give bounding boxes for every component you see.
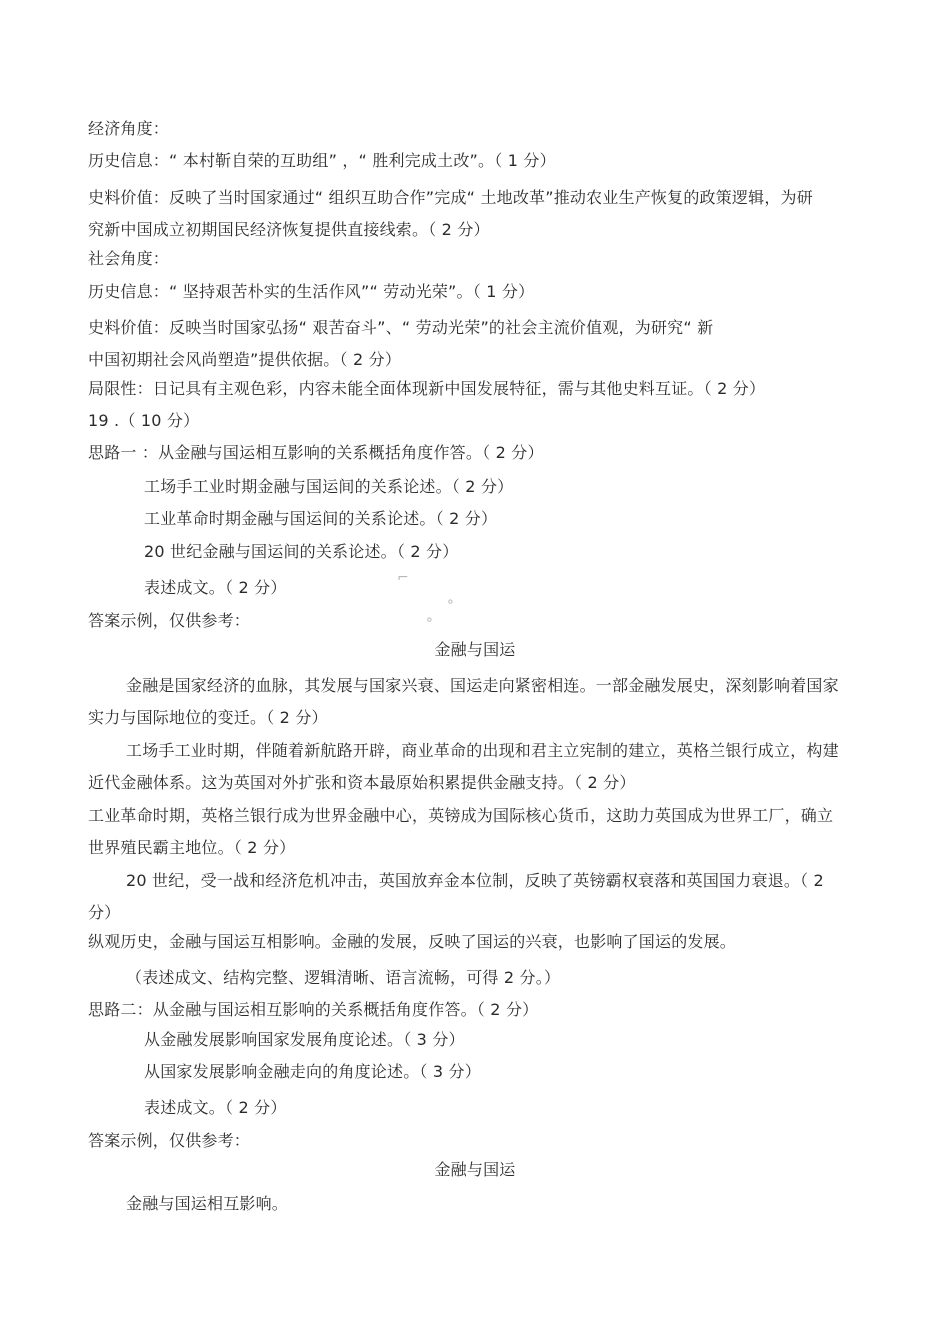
approach-one-point-c: 20 世纪金融与国运间的关系论述。（ 2 分） bbox=[144, 542, 459, 561]
approach-two-point-a: 从金融发展影响国家发展角度论述。（ 3 分） bbox=[144, 1030, 465, 1049]
essay-one-para3-line2: 世界殖民霸主地位。（ 2 分） bbox=[88, 838, 296, 857]
limitation-line: 局限性：日记具有主观色彩，内容未能全面体现新中国发展特征，需与其他史料互证。（ 2 分） bbox=[88, 379, 766, 398]
essay-one-para2-line1: 工场手工业时期，伴随着新航路开辟，商业革命的出现和君主立宪制的建立，英格兰银行成立，构建 bbox=[126, 741, 839, 760]
essay-one-para4-line2: 分） bbox=[88, 903, 121, 922]
approach-one-point-b: 工业革命时期金融与国运间的关系论述。（ 2 分） bbox=[144, 509, 498, 528]
essay-one-para1-line1: 金融是国家经济的血脉，其发展与国家兴衰、国运走向紧密相连。一部金融发展史，深刻影响着国家 bbox=[126, 676, 839, 695]
social-value-line2: 中国初期社会风尚塑造”提供依据。（ 2 分） bbox=[88, 350, 402, 369]
approach-one-point-a: 工场手工业时期金融与国运间的关系论述。（ 2 分） bbox=[144, 477, 514, 496]
approach-one-point-d: 表述成文。（ 2 分） bbox=[144, 578, 287, 597]
essay-one-para3-line1: 工业革命时期，英格兰银行成为世界金融中心，英镑成为国际核心货币，这助力英国成为世界工厂，确立 bbox=[88, 806, 834, 825]
essay-one-para1-line2: 实力与国际地位的变迁。（ 2 分） bbox=[88, 708, 328, 727]
question-19-heading: 19 .（ 10 分） bbox=[88, 411, 200, 430]
essay-one-para2-line2: 近代金融体系。这为英国对外扩张和资本最原始积累提供金融支持。（ 2 分） bbox=[88, 773, 636, 792]
answer-example-two-label: 答案示例，仅供参考： bbox=[88, 1131, 251, 1150]
economic-heading: 经济角度： bbox=[88, 119, 170, 138]
approach-two-heading: 思路二：从金融与国运相互影响的关系概括角度作答。（ 2 分） bbox=[88, 1000, 539, 1019]
social-value-line1: 史料价值：反映当时国家弘扬“ 艰苦奋斗”、“ 劳动光荣”的社会主流价值观，为研究“ 新 bbox=[88, 318, 714, 337]
scan-speck: ∘ bbox=[446, 594, 455, 610]
social-heading: 社会角度： bbox=[88, 249, 170, 268]
essay-one-scoring-note: （表述成文、结构完整、逻辑清晰、语言流畅，可得 2 分。） bbox=[126, 968, 561, 987]
approach-two-point-b: 从国家发展影响金融走向的角度论述。（ 3 分） bbox=[144, 1062, 481, 1081]
approach-one-heading: 思路一 ：从金融与国运相互影响的关系概括角度作答。（ 2 分） bbox=[88, 443, 544, 462]
essay-one-para4-line1: 20 世纪，受一战和经济危机冲击，英国放弃金本位制，反映了英镑霸权衰落和英国国力衰退。（ 2 bbox=[126, 871, 824, 890]
essay-one-title: 金融与国运 bbox=[434, 640, 516, 659]
social-info: 历史信息：“ 坚持艰苦朴实的生活作风”“ 劳动光荣”。（ 1 分） bbox=[88, 282, 535, 301]
essay-two-para1: 金融与国运相互影响。 bbox=[126, 1194, 289, 1213]
essay-one-conclusion: 纵观历史，金融与国运互相影响。金融的发展，反映了国运的兴衰，也影响了国运的发展。 bbox=[88, 932, 737, 951]
essay-two-title: 金融与国运 bbox=[434, 1160, 516, 1179]
scan-speck: ∘ bbox=[425, 612, 434, 628]
approach-two-point-c: 表述成文。（ 2 分） bbox=[144, 1098, 287, 1117]
economic-info: 历史信息：“ 本村靳自荣的互助组” ，“ 胜利完成土改”。（ 1 分） bbox=[88, 151, 556, 170]
economic-value-line2: 究新中国成立初期国民经济恢复提供直接线索。（ 2 分） bbox=[88, 220, 490, 239]
answer-example-one-label: 答案示例，仅供参考： bbox=[88, 611, 251, 630]
scan-speck: ⌐ bbox=[397, 570, 409, 586]
economic-value-line1: 史料价值：反映了当时国家通过“ 组织互助合作”完成“ 土地改革”推动农业生产恢复的政策逻辑，为研 bbox=[88, 188, 813, 207]
